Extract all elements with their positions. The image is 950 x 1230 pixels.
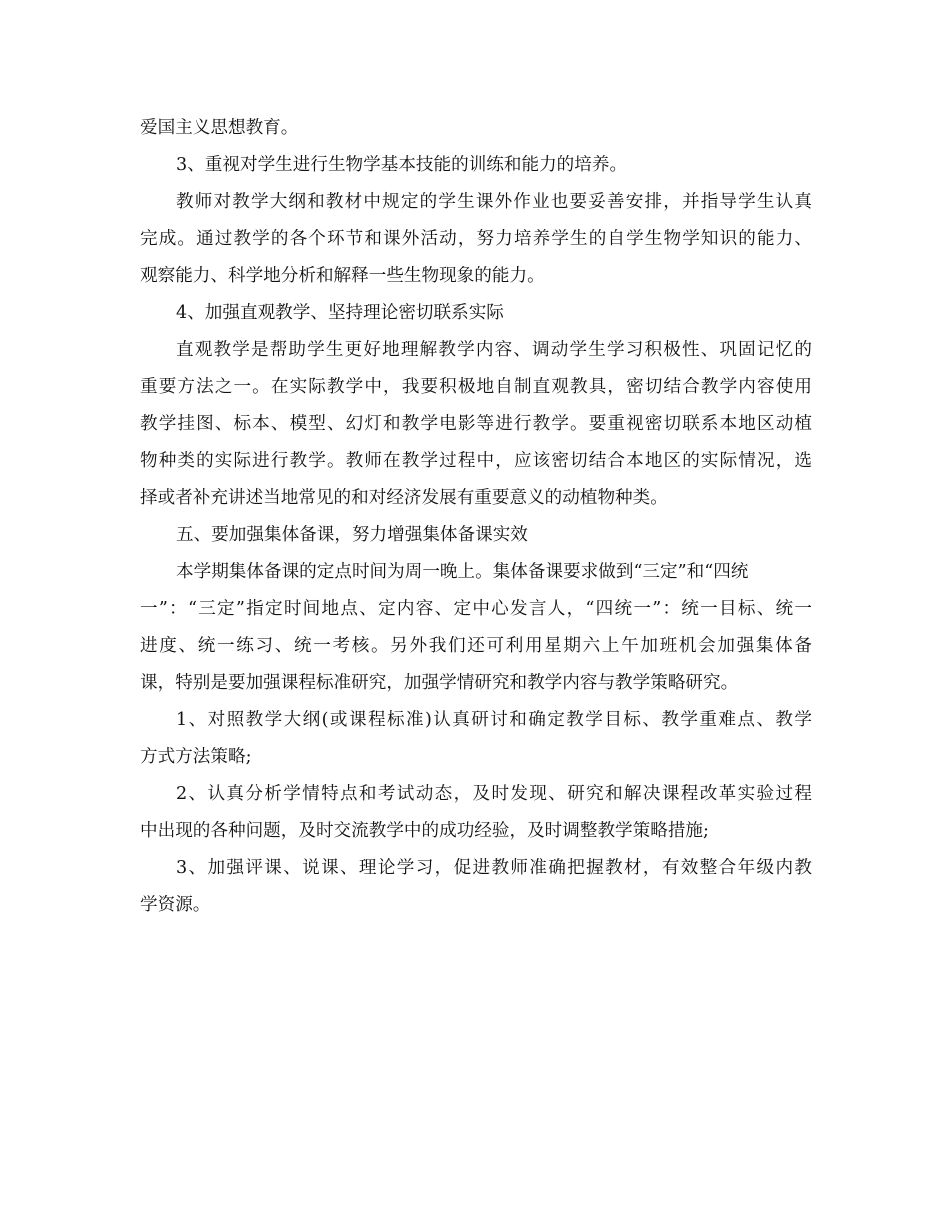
text-line: 课，特别是要加强课程标准研究，加强学情研究和教学内容与教学策略研究。 — [140, 673, 739, 693]
text-line: 物种类的实际进行教学。教师在教学过程中，应该密切结合本地区的实际情况，选 — [140, 451, 812, 471]
text-line: 教学挂图、标本、模型、幻灯和教学电影等进行教学。要重视密切联系本地区动植 — [140, 414, 812, 434]
list-item: 3、加强评课、说课、理论学习，促进教师准确把握教材，有效整合年级内教 — [176, 858, 812, 878]
document-page — [140, 110, 812, 924]
text-line: 直观教学是帮助学生更好地理解教学内容、调动学生学习积极性、巩固记忆的 — [176, 340, 812, 360]
text-line: 进度、统一练习、统一考核。另外我们还可利用星期六上午加班机会加强集体备 — [140, 636, 812, 656]
list-item: 1、对照教学大纲(或课程标准)认真研讨和确定教学目标、教学重难点、教学 — [176, 710, 812, 730]
text-line: 中出现的各种问题，及时交流教学中的成功经验，及时调整教学策略措施; — [140, 821, 709, 841]
text-line: 重要方法之一。在实际教学中，我要积极地自制直观教具，密切结合教学内容使用 — [140, 377, 812, 397]
text-line: 一”：“三定”指定时间地点、定内容、定中心发言人，“四统一”：统一目标、统一 — [140, 599, 812, 619]
item-heading: 3、重视对学生进行生物学基本技能的训练和能力的培养。 — [176, 155, 628, 175]
text-line: 观察能力、科学地分析和解释一些生物现象的能力。 — [140, 266, 545, 286]
text-line: 完成。通过教学的各个环节和课外活动，努力培养学生的自学生物学知识的能力、 — [140, 229, 812, 249]
text-line: 学资源。 — [140, 895, 211, 915]
text-line: 爱国主义思想教育。 — [140, 118, 299, 138]
text-line: 择或者补充讲述当地常见的和对经济发展有重要意义的动植物种类。 — [140, 488, 668, 508]
list-item: 2、认真分析学情特点和考试动态，及时发现、研究和解决课程改革实验过程 — [176, 784, 812, 804]
item-heading: 4、加强直观教学、坚持理论密切联系实际 — [176, 303, 504, 323]
text-line: 本学期集体备课的定点时间为周一晚上。集体备课要求做到“三定”和“四统 — [176, 562, 749, 582]
text-line: 教师对教学大纲和教材中规定的学生课外作业也要妥善安排，并指导学生认真 — [176, 192, 812, 212]
text-line: 方式方法策略; — [140, 747, 252, 767]
section-heading: 五、要加强集体备课，努力增强集体备课实效 — [176, 525, 528, 545]
